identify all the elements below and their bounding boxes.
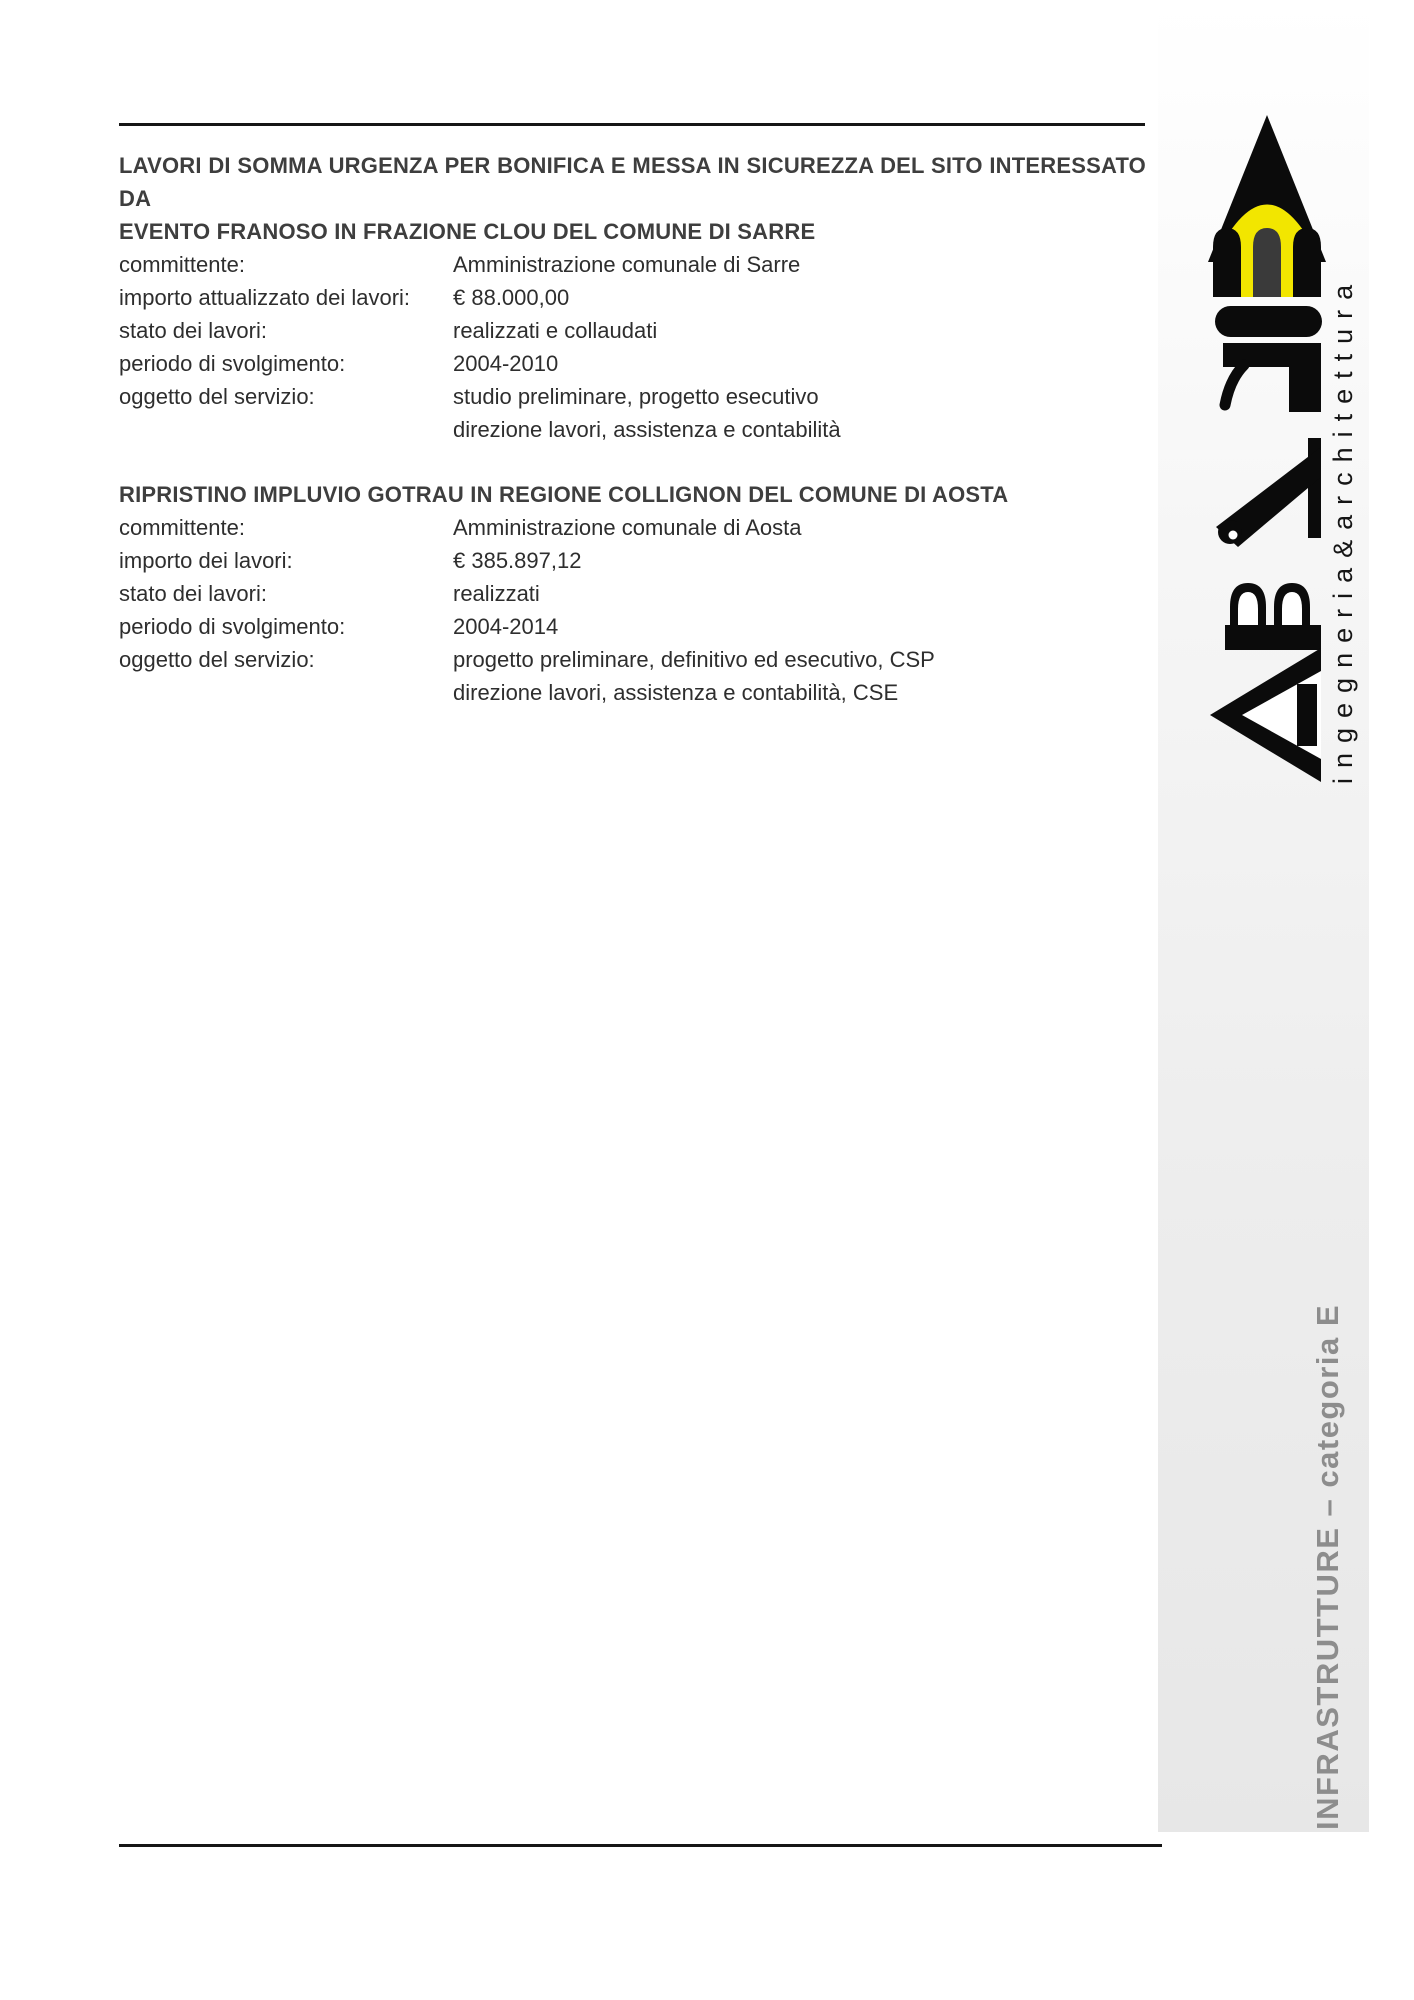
row-label: stato dei lavori: [119, 318, 267, 343]
detail-row [119, 380, 1146, 446]
row-value: Amministrazione comunale di Aosta [453, 515, 802, 540]
category-vertical-label: INFRASTRUTTURE – categoria E [1310, 1303, 1345, 1830]
row-value: realizzati [453, 581, 540, 606]
project-section-sarre [119, 149, 1146, 446]
row-value: Amministrazione comunale di Sarre [453, 252, 801, 277]
detail-row [119, 610, 1146, 643]
project-title-line1: RIPRISTINO IMPLUVIO GOTRAU IN REGIONE COLLIGNON DEL COMUNE DI AOSTA [119, 482, 1009, 507]
project-title-line1: LAVORI DI SOMMA URGENZA PER BONIFICA E MESSA IN SICUREZZA DEL SITO INTERESSATO DA [119, 153, 1146, 211]
project-title-line2: EVENTO FRANOSO IN FRAZIONE CLOU DEL COMUNE DI SARRE [119, 219, 816, 244]
row-value-line2: direzione lavori, assistenza e contabilità, CSE [453, 680, 899, 705]
detail-row [119, 314, 1146, 347]
detail-row [119, 347, 1146, 380]
row-label: importo attualizzato dei lavori: [119, 285, 411, 310]
detail-row [119, 511, 1146, 544]
row-value [453, 380, 1146, 446]
row-label: periodo di svolgimento: [119, 351, 346, 376]
detail-row [119, 281, 1146, 314]
row-value: € 385.897,12 [453, 548, 582, 573]
row-label: importo dei lavori: [119, 548, 293, 573]
row-label: oggetto del servizio: [119, 647, 315, 672]
row-value [453, 643, 1146, 709]
row-label: periodo di svolgimento: [119, 614, 346, 639]
row-value-line1: progetto preliminare, definitivo ed esecutivo, CSP [453, 647, 935, 672]
row-value: realizzati e collaudati [453, 318, 658, 343]
row-value: 2004-2014 [453, 614, 559, 639]
row-label: stato dei lavori: [119, 581, 267, 606]
row-label: oggetto del servizio: [119, 384, 315, 409]
detail-row [119, 248, 1146, 281]
detail-row [119, 577, 1146, 610]
row-label: committente: [119, 252, 245, 277]
project-section-aosta [119, 478, 1146, 709]
detail-row [119, 544, 1146, 577]
bottom-rule [119, 1844, 1162, 1847]
pencil-logo-icon [1200, 95, 1330, 790]
brand-vertical-text: ingegneria&architettura [1328, 274, 1358, 784]
top-rule [119, 123, 1145, 126]
row-label: committente: [119, 515, 245, 540]
row-value-line2: direzione lavori, assistenza e contabilità [453, 417, 841, 442]
row-value: € 88.000,00 [453, 285, 570, 310]
detail-row [119, 643, 1146, 709]
row-value: 2004-2010 [453, 351, 559, 376]
row-value-line1: studio preliminare, progetto esecutivo [453, 384, 819, 409]
